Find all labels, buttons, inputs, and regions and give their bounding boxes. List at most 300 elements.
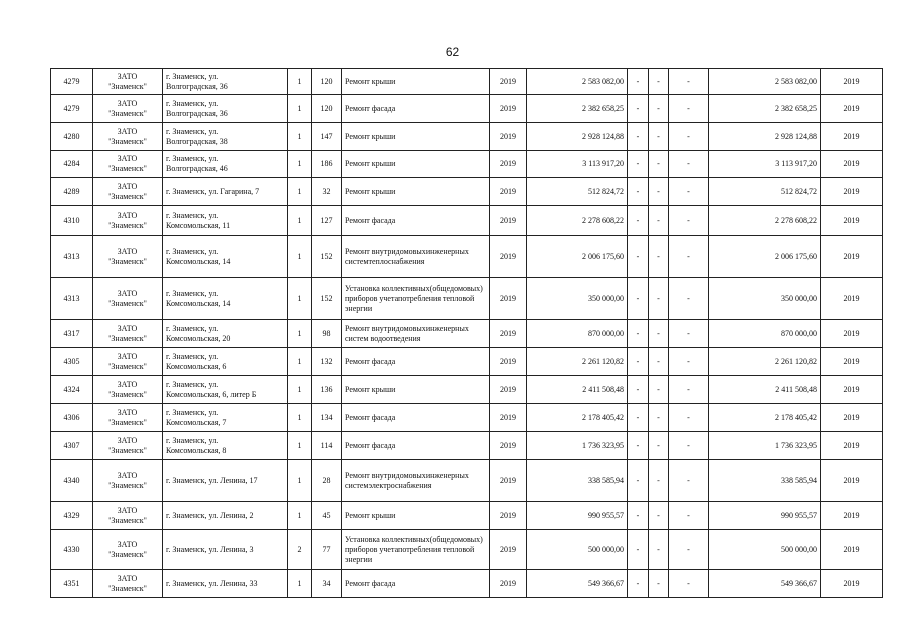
- work-type-cell-line: Ремонт фасада: [345, 578, 396, 588]
- row-number-cell: 4289: [51, 178, 93, 206]
- amount-cell: 350 000,00: [527, 278, 628, 320]
- address-cell: [163, 570, 288, 598]
- municipality-cell: [93, 236, 163, 278]
- table-row: [51, 376, 883, 404]
- address-cell-line: Комсомольская, 20: [166, 333, 231, 343]
- address-cell: [163, 530, 288, 570]
- row-number-cell: 4280: [51, 123, 93, 151]
- municipality-cell-line: "Знаменск": [108, 515, 147, 525]
- municipality-cell: [93, 404, 163, 432]
- dash-cell: -: [649, 236, 669, 278]
- address-cell: [163, 69, 288, 95]
- work-type-cell: [342, 123, 490, 151]
- municipality-cell-line: "Знаменск": [108, 191, 147, 201]
- dash-cell: -: [628, 376, 649, 404]
- municipality-cell-line: "Знаменск": [108, 164, 147, 173]
- work-type-cell-line: Ремонт крыши: [345, 510, 396, 520]
- municipality-cell-line: "Знаменск": [108, 389, 147, 399]
- municipality-cell-line: ЗАТО: [117, 539, 138, 549]
- work-type-cell-line: Ремонт фасада: [345, 356, 396, 366]
- address-cell-line: Комсомольская, 8: [166, 445, 227, 455]
- address-cell-line: Комсомольская, 7: [166, 417, 227, 427]
- dash-cell: -: [669, 320, 709, 348]
- finish-year-cell: 2019: [821, 123, 883, 151]
- area-cell: 152: [312, 236, 342, 278]
- dash-cell: -: [628, 530, 649, 570]
- municipality-cell-line: ЗАТО: [117, 98, 138, 108]
- area-cell: 32: [312, 178, 342, 206]
- municipality-cell-line: ЗАТО: [117, 323, 138, 333]
- floors-cell: 1: [288, 69, 312, 95]
- dash-cell: -: [649, 404, 669, 432]
- capital-repair-table: [50, 68, 883, 598]
- area-cell: 120: [312, 95, 342, 123]
- year-cell: 2019: [490, 206, 527, 236]
- table-row: [51, 348, 883, 376]
- work-type-cell-line: (общедомовых) приборов учета: [345, 534, 483, 554]
- dash-cell: -: [649, 95, 669, 123]
- dash-cell: -: [649, 570, 669, 598]
- dash-cell: -: [649, 502, 669, 530]
- dash-cell: -: [669, 432, 709, 460]
- finish-year-cell: 2019: [821, 278, 883, 320]
- year-cell: 2019: [490, 236, 527, 278]
- dash-cell: -: [628, 348, 649, 376]
- amount-cell: 2 261 120,82: [527, 348, 628, 376]
- dash-cell: -: [628, 69, 649, 95]
- row-number-cell: 4307: [51, 432, 93, 460]
- work-type-cell: [342, 502, 490, 530]
- row-number-cell: 4284: [51, 151, 93, 178]
- work-type-cell-line: Ремонт фасада: [345, 103, 396, 113]
- municipality-cell-line: "Знаменск": [108, 333, 147, 343]
- address-cell: [163, 178, 288, 206]
- amount-cell: 2 928 124,88: [527, 123, 628, 151]
- area-cell: 45: [312, 502, 342, 530]
- amount-cell: 2 583 082,00: [527, 69, 628, 95]
- table-row: [51, 95, 883, 123]
- work-type-cell-line: Ремонт фасада: [345, 412, 396, 422]
- year-cell: 2019: [490, 69, 527, 95]
- municipality-cell-line: ЗАТО: [117, 154, 138, 163]
- address-cell-line: г. Знаменск, ул.: [166, 246, 219, 256]
- finish-year-cell: 2019: [821, 570, 883, 598]
- address-cell-line: г. Знаменск, ул.: [166, 435, 219, 445]
- area-cell: 136: [312, 376, 342, 404]
- year-cell: 2019: [490, 178, 527, 206]
- dash-cell: -: [649, 69, 669, 95]
- area-cell: 98: [312, 320, 342, 348]
- row-number-cell: 4306: [51, 404, 93, 432]
- municipality-cell: [93, 460, 163, 502]
- finish-year-cell: 2019: [821, 236, 883, 278]
- table-row: [51, 404, 883, 432]
- municipality-cell: [93, 151, 163, 178]
- total-cell: 3 113 917,20: [709, 151, 821, 178]
- floors-cell: 1: [288, 376, 312, 404]
- floors-cell: 1: [288, 404, 312, 432]
- address-cell-line: Волгоградская, 46: [166, 164, 228, 173]
- dash-cell: -: [669, 69, 709, 95]
- floors-cell: 1: [288, 432, 312, 460]
- year-cell: 2019: [490, 151, 527, 178]
- total-cell: 870 000,00: [709, 320, 821, 348]
- dash-cell: -: [628, 151, 649, 178]
- table-row: [51, 278, 883, 320]
- municipality-cell-line: "Знаменск": [108, 549, 147, 559]
- municipality-cell: [93, 376, 163, 404]
- municipality-cell: [93, 570, 163, 598]
- floors-cell: 1: [288, 206, 312, 236]
- municipality-cell-line: "Знаменск": [108, 256, 147, 266]
- floors-cell: 1: [288, 460, 312, 502]
- table-row: [51, 206, 883, 236]
- dash-cell: -: [649, 376, 669, 404]
- finish-year-cell: 2019: [821, 95, 883, 123]
- finish-year-cell: 2019: [821, 404, 883, 432]
- dash-cell: -: [628, 278, 649, 320]
- work-type-cell-line: инженерных систем: [345, 246, 469, 266]
- dash-cell: -: [649, 320, 669, 348]
- dash-cell: -: [669, 376, 709, 404]
- municipality-cell-line: "Знаменск": [108, 445, 147, 455]
- municipality-cell-line: ЗАТО: [117, 351, 138, 361]
- dash-cell: -: [669, 502, 709, 530]
- year-cell: 2019: [490, 348, 527, 376]
- area-cell: 120: [312, 69, 342, 95]
- work-type-cell: [342, 236, 490, 278]
- address-cell-line: г. Знаменск, ул.: [166, 323, 219, 333]
- work-type-cell-line: Ремонт крыши: [345, 384, 396, 394]
- municipality-cell: [93, 432, 163, 460]
- total-cell: 549 366,67: [709, 570, 821, 598]
- finish-year-cell: 2019: [821, 178, 883, 206]
- area-cell: 134: [312, 404, 342, 432]
- work-type-cell-line: Ремонт внутридомовых: [345, 470, 426, 480]
- floors-cell: 1: [288, 95, 312, 123]
- row-number-cell: 4305: [51, 348, 93, 376]
- dash-cell: -: [628, 502, 649, 530]
- floors-cell: 1: [288, 320, 312, 348]
- municipality-cell: [93, 530, 163, 570]
- address-cell-line: г. Знаменск, ул.: [166, 71, 219, 81]
- table-row: [51, 151, 883, 178]
- municipality-cell-line: "Знаменск": [108, 480, 147, 490]
- area-cell: 28: [312, 460, 342, 502]
- municipality-cell-line: "Знаменск": [108, 298, 147, 308]
- work-type-cell: [342, 95, 490, 123]
- municipality-cell-line: ЗАТО: [117, 505, 138, 515]
- floors-cell: 1: [288, 178, 312, 206]
- municipality-cell: [93, 348, 163, 376]
- dash-cell: -: [628, 178, 649, 206]
- year-cell: 2019: [490, 376, 527, 404]
- address-cell-line: Комсомольская, 11: [166, 220, 231, 230]
- total-cell: 350 000,00: [709, 278, 821, 320]
- work-type-cell-line: электроснабжения: [368, 480, 432, 490]
- municipality-cell-line: ЗАТО: [117, 246, 138, 256]
- dash-cell: -: [669, 178, 709, 206]
- year-cell: 2019: [490, 502, 527, 530]
- table-row: [51, 69, 883, 95]
- row-number-cell: 4279: [51, 95, 93, 123]
- work-type-cell-line: Ремонт внутридомовых: [345, 323, 426, 333]
- address-cell-line: г. Знаменск, ул. Ленина, 33: [166, 578, 258, 588]
- work-type-cell: [342, 278, 490, 320]
- dash-cell: -: [669, 570, 709, 598]
- row-number-cell: 4313: [51, 236, 93, 278]
- dash-cell: -: [669, 95, 709, 123]
- dash-cell: -: [628, 432, 649, 460]
- dash-cell: -: [628, 320, 649, 348]
- work-type-cell-line: Ремонт крыши: [345, 159, 396, 168]
- work-type-cell-line: инженерных систем водоотведения: [345, 323, 469, 343]
- year-cell: 2019: [490, 570, 527, 598]
- finish-year-cell: 2019: [821, 206, 883, 236]
- dash-cell: -: [669, 123, 709, 151]
- row-number-cell: 4317: [51, 320, 93, 348]
- finish-year-cell: 2019: [821, 69, 883, 95]
- address-cell-line: г. Знаменск, ул.: [166, 351, 219, 361]
- municipality-cell: [93, 95, 163, 123]
- address-cell-line: г. Знаменск, ул.: [166, 407, 219, 417]
- address-cell: [163, 206, 288, 236]
- municipality-cell: [93, 178, 163, 206]
- total-cell: 2 411 508,48: [709, 376, 821, 404]
- amount-cell: 2 382 658,25: [527, 95, 628, 123]
- work-type-cell: [342, 570, 490, 598]
- dash-cell: -: [669, 278, 709, 320]
- table-row: [51, 570, 883, 598]
- dash-cell: -: [649, 432, 669, 460]
- total-cell: 500 000,00: [709, 530, 821, 570]
- address-cell: [163, 502, 288, 530]
- address-cell-line: г. Знаменск, ул. Гагарина, 7: [166, 186, 260, 196]
- work-type-cell: [342, 348, 490, 376]
- floors-cell: 1: [288, 236, 312, 278]
- dash-cell: -: [628, 123, 649, 151]
- floors-cell: 1: [288, 151, 312, 178]
- table-row: [51, 502, 883, 530]
- dash-cell: -: [628, 206, 649, 236]
- municipality-cell-line: ЗАТО: [117, 126, 138, 136]
- table-row: [51, 123, 883, 151]
- address-cell: [163, 236, 288, 278]
- finish-year-cell: 2019: [821, 348, 883, 376]
- address-cell-line: Волгоградская, 36: [166, 81, 228, 91]
- address-cell-line: Комсомольская, 14: [166, 298, 231, 308]
- address-cell-line: г. Знаменск, ул.: [166, 126, 219, 136]
- total-cell: 512 824,72: [709, 178, 821, 206]
- address-cell-line: Комсомольская, 6, литер Б: [166, 389, 257, 399]
- finish-year-cell: 2019: [821, 376, 883, 404]
- municipality-cell-line: "Знаменск": [108, 81, 147, 91]
- work-type-cell-line: Ремонт крыши: [345, 76, 396, 86]
- address-cell-line: г. Знаменск, ул. Ленина, 2: [166, 510, 254, 520]
- finish-year-cell: 2019: [821, 432, 883, 460]
- finish-year-cell: 2019: [821, 320, 883, 348]
- finish-year-cell: 2019: [821, 530, 883, 570]
- address-cell-line: Волгоградская, 38: [166, 136, 228, 146]
- municipality-cell-line: "Знаменск": [108, 108, 147, 118]
- table-row: [51, 320, 883, 348]
- work-type-cell: [342, 151, 490, 178]
- work-type-cell: [342, 69, 490, 95]
- table-body: [51, 69, 883, 598]
- dash-cell: -: [649, 206, 669, 236]
- area-cell: 132: [312, 348, 342, 376]
- municipality-cell: [93, 502, 163, 530]
- work-type-cell: [342, 404, 490, 432]
- work-type-cell: [342, 178, 490, 206]
- area-cell: 186: [312, 151, 342, 178]
- dash-cell: -: [669, 460, 709, 502]
- municipality-cell-line: ЗАТО: [117, 181, 138, 191]
- row-number-cell: 4340: [51, 460, 93, 502]
- dash-cell: -: [669, 151, 709, 178]
- amount-cell: 500 000,00: [527, 530, 628, 570]
- total-cell: 2 261 120,82: [709, 348, 821, 376]
- address-cell-line: г. Знаменск, ул. Ленина, 3: [166, 544, 254, 554]
- dash-cell: -: [649, 530, 669, 570]
- municipality-cell: [93, 69, 163, 95]
- finish-year-cell: 2019: [821, 460, 883, 502]
- dash-cell: -: [669, 206, 709, 236]
- table-row: [51, 236, 883, 278]
- amount-cell: 870 000,00: [527, 320, 628, 348]
- address-cell: [163, 123, 288, 151]
- address-cell-line: г. Знаменск, ул. Ленина, 17: [166, 475, 258, 485]
- work-type-cell-line: Ремонт крыши: [345, 131, 396, 141]
- year-cell: 2019: [490, 95, 527, 123]
- work-type-cell: [342, 432, 490, 460]
- address-cell: [163, 320, 288, 348]
- year-cell: 2019: [490, 320, 527, 348]
- row-number-cell: 4279: [51, 69, 93, 95]
- table-row: [51, 432, 883, 460]
- total-cell: 990 955,57: [709, 502, 821, 530]
- address-cell-line: г. Знаменск, ул.: [166, 379, 219, 389]
- finish-year-cell: 2019: [821, 151, 883, 178]
- dash-cell: -: [628, 460, 649, 502]
- area-cell: 114: [312, 432, 342, 460]
- work-type-cell-line: инженерных систем: [345, 470, 469, 490]
- amount-cell: 3 113 917,20: [527, 151, 628, 178]
- work-type-cell-line: Установка коллективных: [345, 283, 430, 293]
- amount-cell: 990 955,57: [527, 502, 628, 530]
- area-cell: 127: [312, 206, 342, 236]
- municipality-cell-line: "Знаменск": [108, 220, 147, 230]
- municipality-cell-line: "Знаменск": [108, 417, 147, 427]
- total-cell: 2 006 175,60: [709, 236, 821, 278]
- table-row: [51, 460, 883, 502]
- table-row: [51, 178, 883, 206]
- area-cell: 77: [312, 530, 342, 570]
- dash-cell: -: [628, 95, 649, 123]
- dash-cell: -: [649, 278, 669, 320]
- dash-cell: -: [628, 236, 649, 278]
- address-cell-line: г. Знаменск, ул.: [166, 210, 219, 220]
- year-cell: 2019: [490, 432, 527, 460]
- address-cell-line: Волгоградская, 36: [166, 108, 228, 118]
- municipality-cell-line: ЗАТО: [117, 470, 138, 480]
- work-type-cell-line: Ремонт крыши: [345, 186, 396, 196]
- year-cell: 2019: [490, 530, 527, 570]
- page-number: 62: [445, 45, 460, 59]
- amount-cell: 2 006 175,60: [527, 236, 628, 278]
- amount-cell: 2 411 508,48: [527, 376, 628, 404]
- work-type-cell-line: потребления тепловой энергии: [345, 293, 475, 313]
- amount-cell: 2 178 405,42: [527, 404, 628, 432]
- finish-year-cell: 2019: [821, 502, 883, 530]
- work-type-cell-line: (общедомовых) приборов учета: [345, 283, 483, 303]
- year-cell: 2019: [490, 123, 527, 151]
- address-cell-line: Комсомольская, 14: [166, 256, 231, 266]
- municipality-cell: [93, 206, 163, 236]
- total-cell: 1 736 323,95: [709, 432, 821, 460]
- municipality-cell-line: ЗАТО: [117, 210, 138, 220]
- year-cell: 2019: [490, 278, 527, 320]
- area-cell: 152: [312, 278, 342, 320]
- address-cell: [163, 404, 288, 432]
- address-cell: [163, 376, 288, 404]
- work-type-cell: [342, 460, 490, 502]
- dash-cell: -: [649, 460, 669, 502]
- dash-cell: -: [669, 236, 709, 278]
- dash-cell: -: [628, 570, 649, 598]
- dash-cell: -: [669, 348, 709, 376]
- total-cell: 2 278 608,22: [709, 206, 821, 236]
- address-cell: [163, 95, 288, 123]
- work-type-cell-line: Ремонт внутридомовых: [345, 246, 426, 256]
- total-cell: 338 585,94: [709, 460, 821, 502]
- year-cell: 2019: [490, 460, 527, 502]
- municipality-cell-line: ЗАТО: [117, 288, 138, 298]
- work-type-cell-line: потребления тепловой энергии: [345, 544, 475, 564]
- address-cell-line: г. Знаменск, ул.: [166, 98, 219, 108]
- amount-cell: 1 736 323,95: [527, 432, 628, 460]
- municipality-cell-line: ЗАТО: [117, 573, 138, 583]
- municipality-cell: [93, 320, 163, 348]
- row-number-cell: 4310: [51, 206, 93, 236]
- work-type-cell-line: Установка коллективных: [345, 534, 430, 544]
- municipality-cell: [93, 123, 163, 151]
- amount-cell: 549 366,67: [527, 570, 628, 598]
- row-number-cell: 4351: [51, 570, 93, 598]
- total-cell: 2 583 082,00: [709, 69, 821, 95]
- floors-cell: 1: [288, 123, 312, 151]
- floors-cell: 1: [288, 502, 312, 530]
- floors-cell: 2: [288, 530, 312, 570]
- municipality-cell: [93, 278, 163, 320]
- dash-cell: -: [649, 123, 669, 151]
- work-type-cell-line: Ремонт фасада: [345, 440, 396, 450]
- total-cell: 2 928 124,88: [709, 123, 821, 151]
- area-cell: 34: [312, 570, 342, 598]
- total-cell: 2 382 658,25: [709, 95, 821, 123]
- dash-cell: -: [628, 404, 649, 432]
- year-cell: 2019: [490, 404, 527, 432]
- table-row: [51, 530, 883, 570]
- address-cell-line: г. Знаменск, ул.: [166, 288, 219, 298]
- municipality-cell-line: ЗАТО: [117, 379, 138, 389]
- dash-cell: -: [649, 178, 669, 206]
- dash-cell: -: [649, 348, 669, 376]
- work-type-cell: [342, 530, 490, 570]
- municipality-cell-line: ЗАТО: [117, 435, 138, 445]
- area-cell: 147: [312, 123, 342, 151]
- floors-cell: 1: [288, 570, 312, 598]
